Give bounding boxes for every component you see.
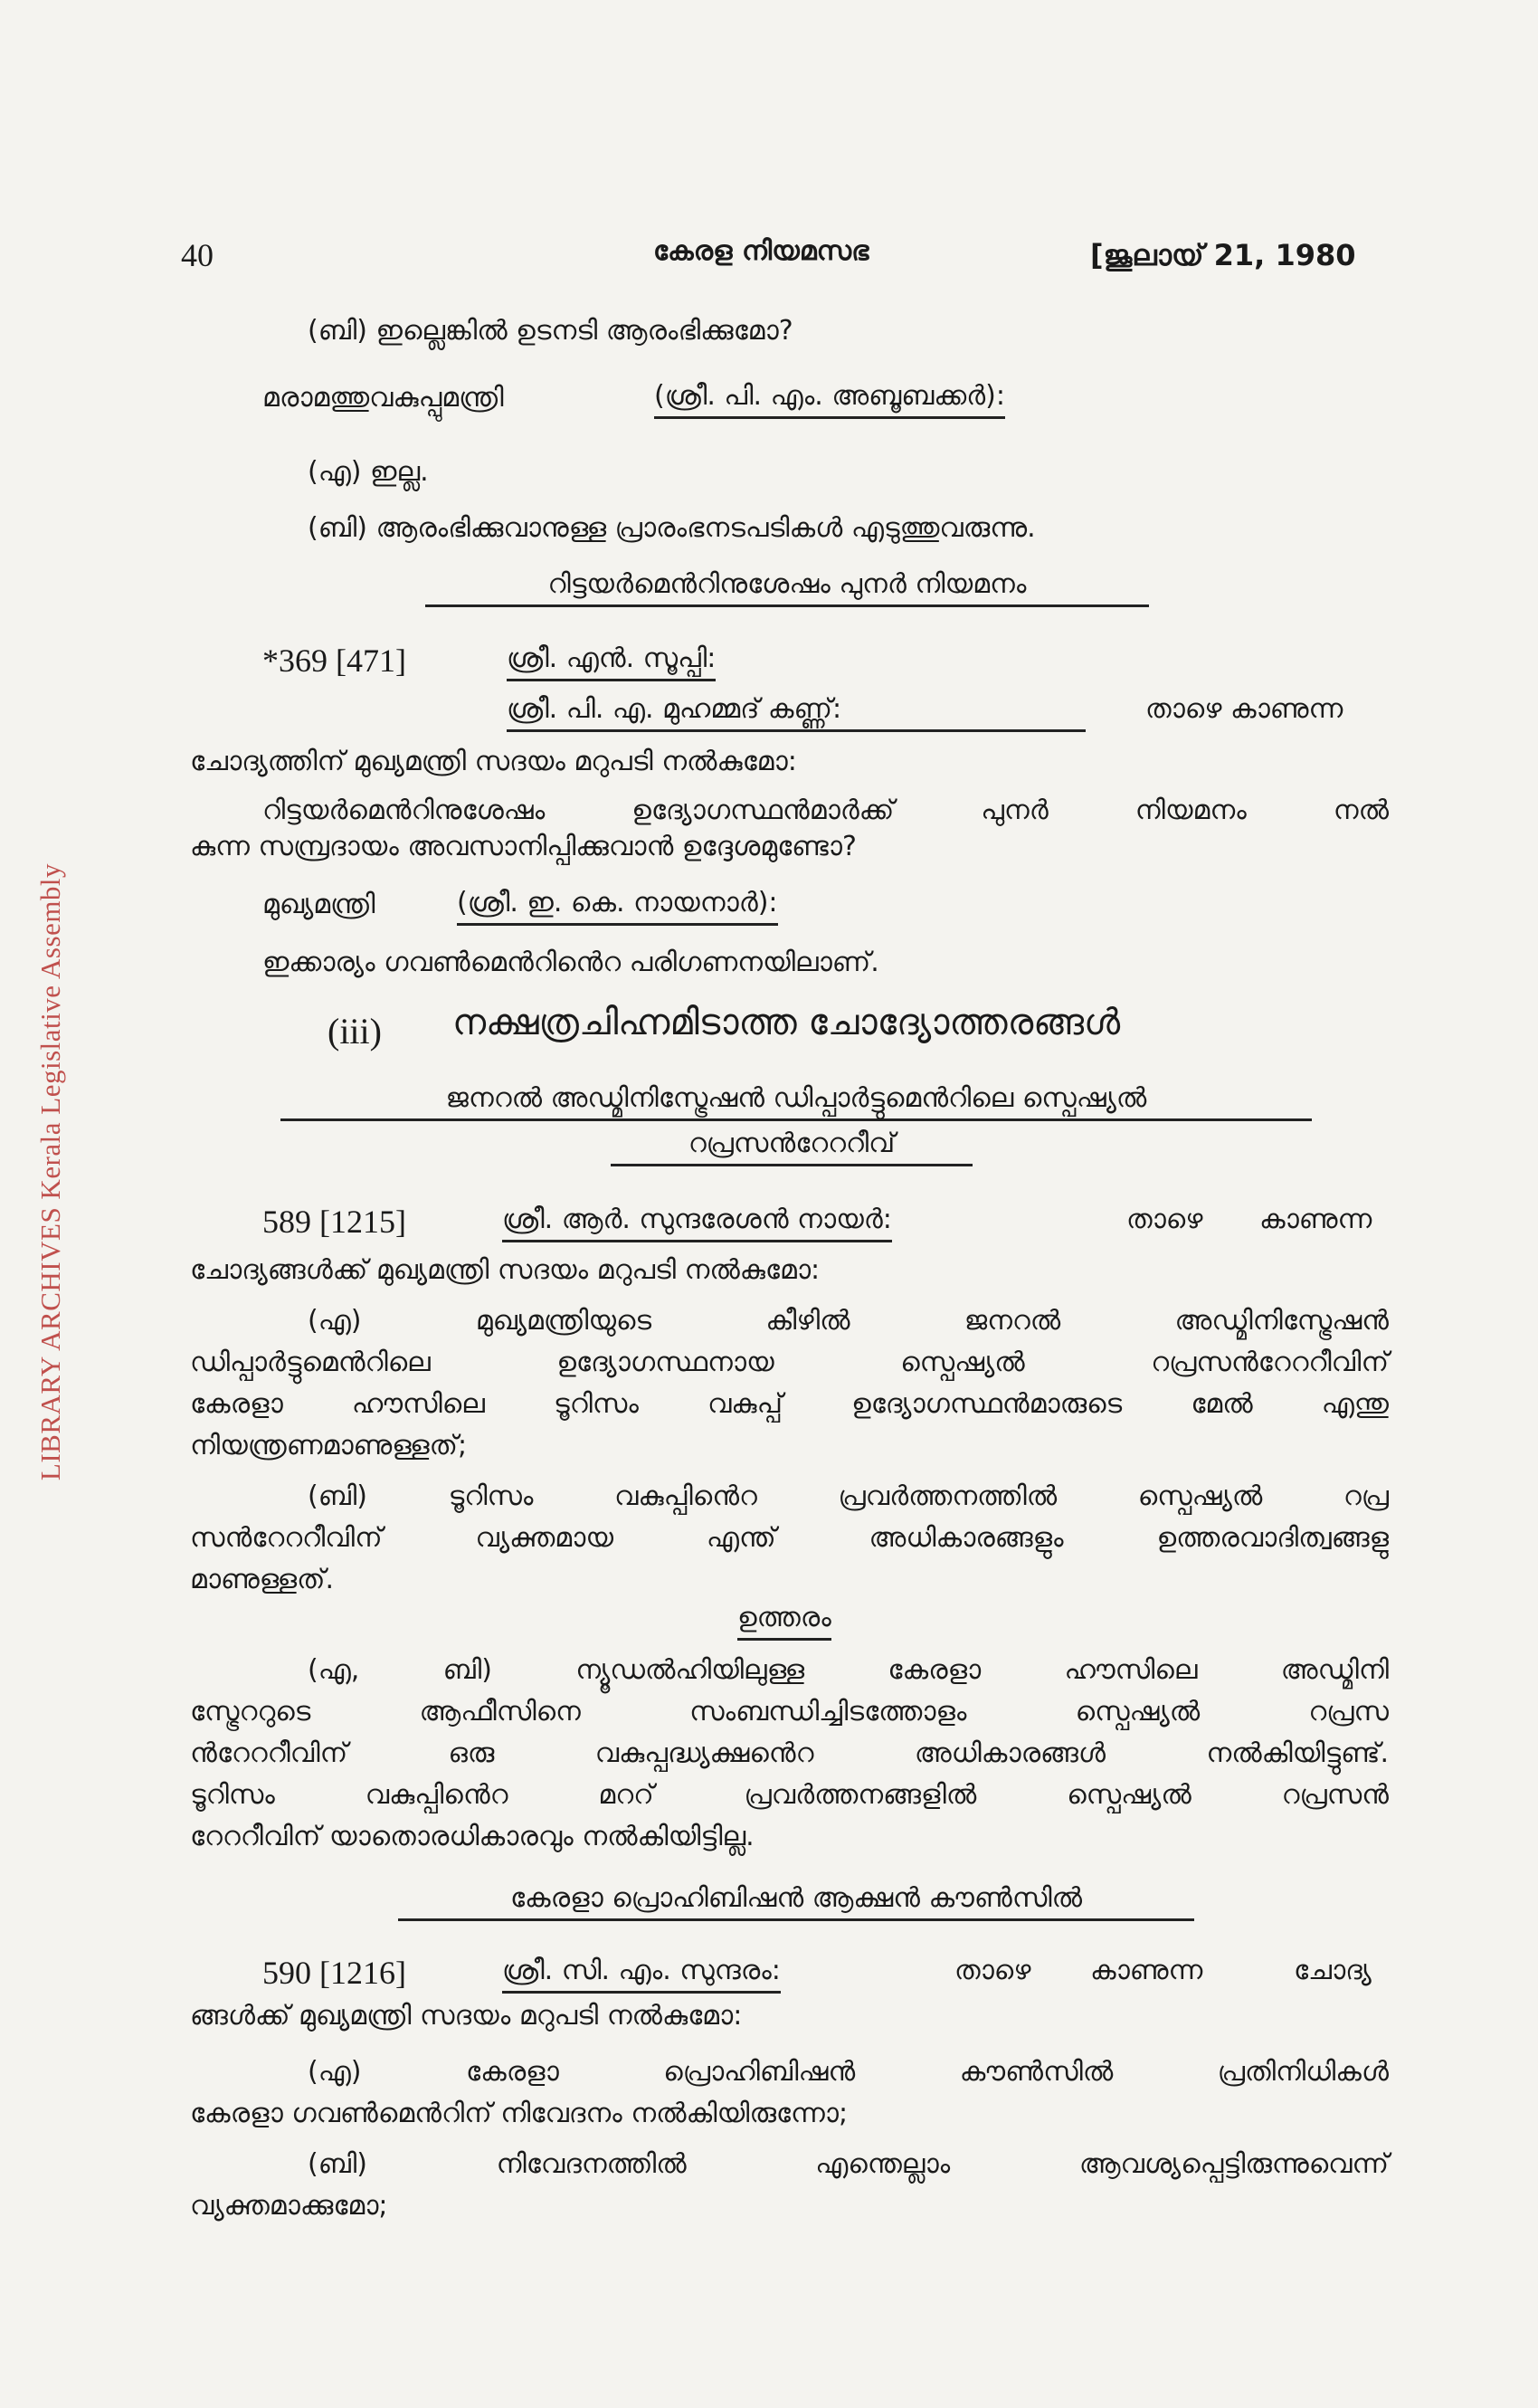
question-589-tail-2: കാണുന്ന xyxy=(1259,1204,1372,1235)
section-title: നക്ഷത്രചിഹ്നമിടാത്ത ചോദ്യോത്തരങ്ങൾ xyxy=(452,1002,1121,1043)
header-date: [ജൂലായ് 21, 1980 xyxy=(1090,238,1356,272)
cm-name: (ശ്രീ. ഇ. കെ. നായനാർ): xyxy=(457,885,778,926)
question-number-589: 589 [1215] xyxy=(262,1204,406,1240)
question-590-b-2: വ്യക്തമാക്കുമോ; xyxy=(190,2190,388,2222)
question-590-a-2: കേരളാ ഗവൺമെൻറിന് നിവേദനം നൽകിയിരുന്നോ; xyxy=(190,2098,849,2129)
question-369-tail: താഴെ കാണുന്ന xyxy=(1145,693,1343,725)
question-part-b: (ബി) ഇല്ലെങ്കിൽ ഉടനടി ആരംഭിക്കുമോ? xyxy=(308,315,793,347)
cm-label: മുഖ്യമന്ത്രി xyxy=(262,889,375,920)
answer-heading: ഉത്തരം xyxy=(737,1600,831,1641)
question-589-tail-1: താഴെ xyxy=(1126,1204,1203,1235)
question-589-b-1: (ബി) ടൂറിസം വകുപ്പിൻെറ പ്രവർത്തനത്തിൽ സ്പെഷ്യൽ റപ്ര xyxy=(308,1480,1389,1512)
member-name-1: ശ്രീ. എൻ. സൂപ്പി: xyxy=(507,641,716,681)
answer-589-4: ടൂറിസം വകുപ്പിൻെറ മററ് പ്രവർത്തനങ്ങളിൽ സ്പെഷ്യൽ റപ്രസൻ xyxy=(190,1779,1389,1811)
question-590-tail-1: താഴെ xyxy=(954,1955,1031,1986)
question-589-a-2: ഡിപ്പാർട്ടുമെൻറിലെ ഉദ്യോഗസ്ഥനായ സ്പെഷ്യൽ റപ്രസൻറേററീവിന് xyxy=(190,1347,1389,1378)
minister-name: (ശ്രീ. പി. എം. അബൂബക്കർ): xyxy=(654,378,1005,419)
question-590-tail-2: കാണുന്ന xyxy=(1090,1955,1203,1986)
question-number-590: 590 [1216] xyxy=(262,1955,406,1991)
page-title: കേരള നിയമസഭ xyxy=(653,235,869,267)
answer-a: (എ) ഇല്ല. xyxy=(308,456,429,488)
question-589-b-2: സൻറേററീവിന് വ്യക്തമായ എന്ത് അധികാരങ്ങളും ഉത്തരവാദിത്വങ്ങളു xyxy=(190,1522,1389,1554)
answer-b: (ബി) ആരംഭിക്കുവാനുള്ള പ്രാരംഭനടപടികൾ എടുത്തുവരുന്നു. xyxy=(308,512,1036,544)
question-590-tail-3: ചോദ്യ xyxy=(1294,1955,1372,1986)
question-590-a-1: (എ) കേരളാ പ്രൊഹിബിഷൻ കൗൺസിൽ പ്രതിനിധികൾ xyxy=(308,2056,1389,2088)
section-heading-reemployment: റിട്ടയർമെൻറിനുശേഷം പുനർ നിയമനം xyxy=(425,566,1149,607)
section-heading-prohibition: കേരളാ പ്രൊഹിബിഷൻ ആക്ഷൻ കൗൺസിൽ xyxy=(398,1880,1194,1921)
question-number-369: *369 [471] xyxy=(262,642,406,679)
member-name-589: ശ്രീ. ആർ. സുന്ദരേശൻ നായർ: xyxy=(502,1202,892,1242)
question-369-body-2: കുന്ന സമ്പ്രദായം അവസാനിപ്പിക്കുവാൻ ഉദ്ദേശമുണ്ടോ? xyxy=(190,831,857,862)
question-369-body-1: റിട്ടയർമെൻറിനുശേഷം ഉദ്യോഗസ്ഥൻമാർക്ക് പുനർ നിയമനം നൽ xyxy=(262,795,1389,826)
section-number: (iii) xyxy=(328,1011,382,1052)
answer-369: ഇക്കാര്യം ഗവൺമെൻറിൻെറ പരിഗണനയിലാണ്. xyxy=(262,947,879,978)
section-heading-special-rep-1: ജനറൽ അഡ്മിനിസ്ട്രേഷൻ ഡിപ്പാർട്ടുമെൻറിലെ സ്പെഷ്യൽ xyxy=(280,1080,1312,1121)
answer-589-1: (എ, ബി) ന്യൂഡൽഹിയിലുള്ള കേരളാ ഹൗസിലെ അഡ്മിനി xyxy=(308,1654,1389,1686)
section-heading-special-rep-2: റപ്രസൻറേററീവ് xyxy=(611,1126,973,1166)
page-number: 40 xyxy=(181,237,214,273)
minister-label: മരാമത്തുവകുപ്പുമന്ത്രി xyxy=(262,382,504,414)
question-590-intro: ങ്ങൾക്ക് മുഖ്യമന്ത്രി സദയം മറുപടി നൽകുമോ: xyxy=(190,2000,743,2032)
answer-589-5: റേററീവിന് യാതൊരധികാരവും നൽകിയിട്ടില്ല. xyxy=(190,1821,755,1852)
answer-589-2: സ്ട്രേററുടെ ആഫീസിനെ സംബന്ധിച്ചിടത്തോളം സ്പെഷ്യൽ റപ്രസ xyxy=(190,1696,1389,1727)
answer-589-3: ൻറേററീവിന് ഒരു വകുപ്പദ്ധ്യക്ഷൻെറ അധികാരങ്ങൾ നൽകിയിട്ടുണ്ട്. xyxy=(190,1737,1389,1769)
question-590-b-1: (ബി) നിവേദനത്തിൽ എന്തെല്ലാം ആവശ്യപ്പെട്ടിരുന്നുവെന്ന് xyxy=(308,2148,1389,2180)
member-name-590: ശ്രീ. സി. എം. സുന്ദരം: xyxy=(502,1953,781,1994)
question-589-a-3: കേരളാ ഹൗസിലെ ടൂറിസം വകുപ്പ് ഉദ്യോഗസ്ഥൻമാരുടെ മേൽ എന്തു xyxy=(190,1388,1389,1420)
archive-watermark: LIBRARY ARCHIVES Kerala Legislative Assembly xyxy=(34,862,66,1481)
question-589-b-3: മാണുള്ളത്. xyxy=(190,1564,334,1595)
member-name-2: ശ്രീ. പി. എ. മുഹമ്മദ് കണ്ണ്: xyxy=(507,691,1086,732)
question-369-intro: ചോദ്യത്തിന് മുഖ്യമന്ത്രി സദയം മറുപടി നൽകുമോ: xyxy=(190,746,797,777)
question-589-a-4: നിയന്ത്രണമാണുള്ളത്; xyxy=(190,1430,468,1461)
question-589-intro: ചോദ്യങ്ങൾക്ക് മുഖ്യമന്ത്രി സദയം മറുപടി നൽകുമോ: xyxy=(190,1254,821,1286)
question-589-a-1: (എ) മുഖ്യമന്ത്രിയുടെ കീഴിൽ ജനറൽ അഡ്മിനിസ്ട്രേഷൻ xyxy=(308,1305,1389,1337)
